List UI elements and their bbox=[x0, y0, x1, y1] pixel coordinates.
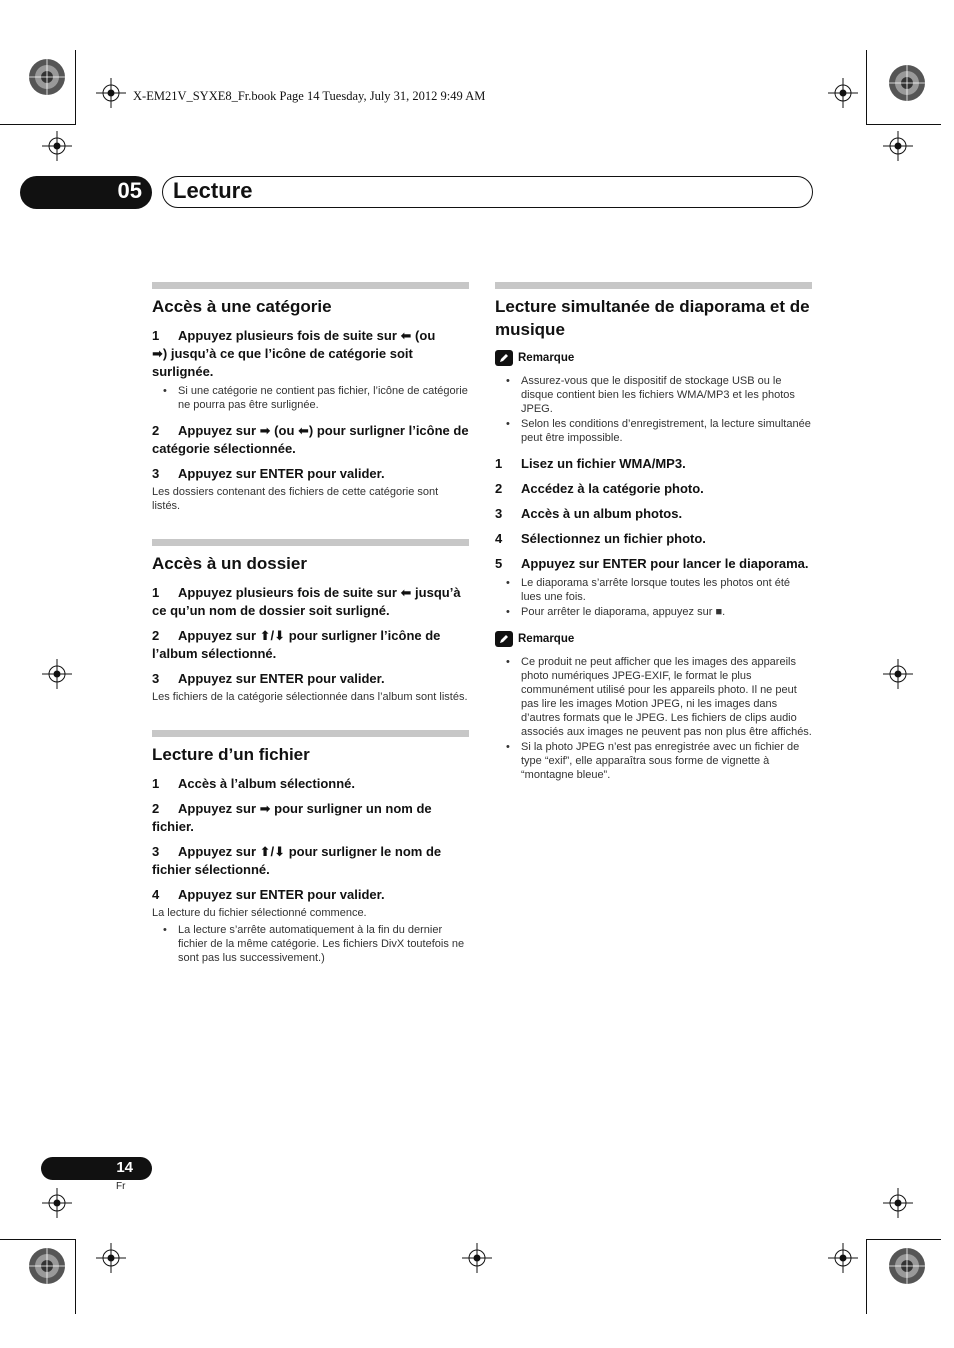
remark-label: Remarque bbox=[518, 352, 575, 364]
remark-header bbox=[495, 631, 812, 647]
registration-mark-top-left bbox=[27, 57, 67, 97]
note-text: La lecture du fichier sélectionné commence. bbox=[152, 907, 367, 919]
step: 1 Appuyez plusieurs fois de suite sur ⬅ jusqu’à ce qu’un nom de dossier soit surligné. bbox=[152, 585, 461, 618]
right-arrow-icon: ➡ bbox=[259, 801, 271, 816]
crosshair-top-center bbox=[96, 78, 126, 108]
crop-line-bottom-left-vertical bbox=[75, 1239, 76, 1314]
step: 1 Appuyez plusieurs fois de suite sur ⬅ (ou ➡) jusqu’à ce que l’icône de catégorie soit surlignée. bbox=[152, 328, 436, 379]
step: 1 Lisez un fichier WMA/MP3. bbox=[495, 456, 686, 471]
language-code: Fr bbox=[116, 1181, 126, 1192]
section-title-folder: Accès à un dossier bbox=[152, 554, 307, 573]
chapter-tab bbox=[20, 176, 152, 209]
crop-line-bottom-left bbox=[0, 1239, 75, 1240]
section-divider bbox=[152, 730, 469, 737]
step: 2 Appuyez sur ⬆/⬇ pour surligner l’icône de l’album sélectionné. bbox=[152, 628, 441, 661]
bullet-item: • Si une catégorie ne contient pas fichier, l’icône de catégorie ne pourra pas être surlignée. bbox=[152, 384, 469, 412]
crosshair-bottom-left bbox=[42, 1188, 72, 1218]
bullet-list bbox=[152, 923, 469, 965]
pencil-icon bbox=[495, 350, 513, 366]
crosshair-top-left bbox=[42, 131, 72, 161]
registration-mark-bottom-right bbox=[887, 1246, 927, 1286]
left-column bbox=[152, 282, 469, 975]
note-text: Les fichiers de la catégorie sélectionnée dans l’album sont listés. bbox=[152, 691, 468, 703]
crop-line-top-right bbox=[866, 124, 941, 125]
bullet-item: • Assurez-vous que le dispositif de stockage USB ou le disque contient bien les fichiers WMA/MP3 et les photos JPEG. bbox=[495, 374, 812, 416]
crop-line-bottom-right bbox=[866, 1239, 941, 1240]
bullet-item: • Ce produit ne peut afficher que les images des appareils photo numériques JPEG-EXIF, le format le plus communément utilisé pour les appareils photo. Il ne peut pas lire les images Motion JPEG, ni les images dans d’autres formats que le JPEG. Les fichiers de clips audio associés aux images ne peuvent pas non plus être affichés. bbox=[495, 655, 812, 739]
right-arrow-icon: ➡ bbox=[259, 423, 271, 438]
up-arrow-icon: ⬆ bbox=[259, 844, 271, 859]
down-arrow-icon: ⬇ bbox=[274, 628, 286, 643]
crop-line-top-left-vertical bbox=[75, 50, 76, 125]
bullet-item: • Si la photo JPEG n’est pas enregistrée avec un fichier de type “exif”, elle apparaîtra sous forme de vignette à “montagne bleue”. bbox=[495, 740, 812, 782]
step: 2 Appuyez sur ➡ (ou ⬅) pour surligner l’icône de catégorie sélectionnée. bbox=[152, 423, 469, 456]
chapter-title: Lecture bbox=[173, 178, 253, 203]
left-arrow-icon: ⬅ bbox=[400, 585, 412, 600]
bullet-item: • Selon les conditions d’enregistrement, la lecture simultanée peut être impossible. bbox=[495, 417, 812, 445]
left-arrow-icon: ⬅ bbox=[400, 328, 412, 343]
left-arrow-icon: ⬅ bbox=[298, 423, 309, 438]
bullet-list bbox=[495, 576, 812, 619]
crosshair-bottom-right-a bbox=[828, 1243, 858, 1273]
pencil-icon bbox=[495, 631, 513, 647]
registration-mark-bottom-left bbox=[27, 1246, 67, 1286]
step: 3 Accès à un album photos. bbox=[495, 506, 683, 521]
step: 3 Appuyez sur ⬆/⬇ pour surligner le nom de fichier sélectionné. bbox=[152, 844, 442, 877]
section-title-file: Lecture d’un fichier bbox=[152, 745, 310, 764]
remark-list bbox=[495, 655, 812, 782]
crosshair-mid-left bbox=[42, 659, 72, 689]
step: 2 Appuyez sur ➡ pour surligner un nom de fichier. bbox=[152, 801, 432, 834]
crosshair-top-right-b bbox=[883, 131, 913, 161]
right-column bbox=[495, 282, 812, 792]
note-text: Les dossiers contenant des fichiers de cette catégorie sont listés. bbox=[152, 486, 439, 512]
crop-line-top-right-vertical bbox=[866, 50, 867, 125]
step: 2 Accédez à la catégorie photo. bbox=[495, 481, 704, 496]
chapter-number: 05 bbox=[117, 178, 142, 203]
crosshair-bottom-left-b bbox=[96, 1243, 126, 1273]
step: 4 Sélectionnez un fichier photo. bbox=[495, 531, 706, 546]
bullet-item: • Pour arrêter le diaporama, appuyez sur ■. bbox=[495, 605, 812, 619]
stop-icon: ■ bbox=[715, 606, 723, 618]
remark-header bbox=[495, 350, 812, 366]
step: 5 Appuyez sur ENTER pour lancer le diaporama. bbox=[495, 556, 809, 571]
crosshair-top-right-a bbox=[828, 78, 858, 108]
bullet-item: • Le diaporama s’arrête lorsque toutes les photos ont été lues une fois. bbox=[495, 576, 812, 604]
section-divider bbox=[152, 282, 469, 289]
crosshair-mid-right bbox=[883, 659, 913, 689]
file-header: X-EM21V_SYXE8_Fr.book Page 14 Tuesday, July 31, 2012 9:49 AM bbox=[133, 89, 486, 103]
crosshair-bottom-right-b bbox=[883, 1188, 913, 1218]
page-number-tab bbox=[41, 1157, 152, 1180]
bullet-list bbox=[152, 384, 469, 412]
crop-line-bottom-right-vertical bbox=[866, 1239, 867, 1314]
remark-list bbox=[495, 374, 812, 445]
section-divider bbox=[152, 539, 469, 546]
section-title-slideshow: Lecture simultanée de diaporama et de musique bbox=[495, 297, 810, 339]
step: 1 Accès à l’album sélectionné. bbox=[152, 776, 356, 791]
crosshair-bottom-center bbox=[462, 1243, 492, 1273]
crop-line-top-left bbox=[0, 124, 75, 125]
section-title-category: Accès à une catégorie bbox=[152, 297, 332, 316]
down-arrow-icon: ⬇ bbox=[274, 844, 286, 859]
step: 3 Appuyez sur ENTER pour valider. bbox=[152, 466, 385, 481]
page-number: 14 bbox=[116, 1159, 133, 1176]
step: 4 Appuyez sur ENTER pour valider. bbox=[152, 887, 385, 902]
chapter-bar bbox=[162, 176, 813, 208]
registration-mark-top-right bbox=[887, 63, 927, 103]
step: 3 Appuyez sur ENTER pour valider. bbox=[152, 671, 385, 686]
remark-label: Remarque bbox=[518, 633, 575, 645]
right-arrow-icon: ➡ bbox=[152, 346, 163, 361]
section-divider bbox=[495, 282, 812, 289]
bullet-item: • La lecture s’arrête automatiquement à la fin du dernier fichier de la même catégorie. Les fichiers DivX toutefois ne sont pas lus successivement.) bbox=[152, 923, 469, 965]
up-arrow-icon: ⬆ bbox=[259, 628, 271, 643]
